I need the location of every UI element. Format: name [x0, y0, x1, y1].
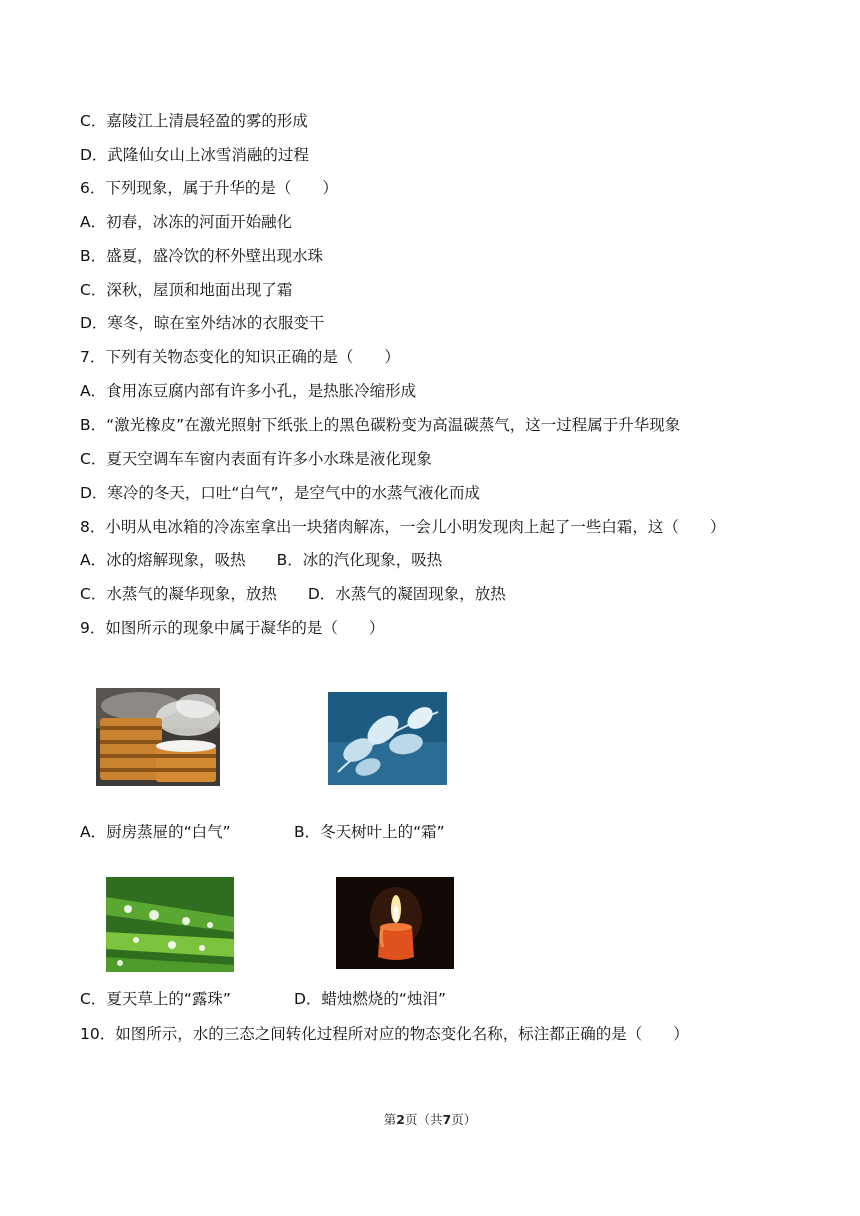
page-footer: [0, 1110, 860, 1128]
q7-option-a: A．食用冻豆腐内部有许多小孔，是热胀冷缩形成: [80, 382, 417, 400]
q9-option-d: D．蜡烛燃烧的“烛泪”: [294, 990, 446, 1008]
q6-option-c: C．深秋，屋顶和地面出现了霜: [80, 281, 293, 299]
q8-options-ab: A．冰的熔解现象，吸热 B．冰的汽化现象，吸热: [80, 551, 443, 569]
q9-option-b: B．冬天树叶上的“霜”: [294, 823, 445, 841]
q9-option-c: C．夏天草上的“露珠”: [80, 990, 231, 1008]
q8-stem: 8．小明从电冰箱的冷冻室拿出一块猪肉解冻，一会儿小明发现肉上起了一些白霜，这（ ）: [80, 518, 726, 536]
steamer-image: [96, 688, 220, 786]
q9-stem: 9．如图所示的现象中属于凝华的是（ ）: [80, 619, 385, 637]
q7-option-b: B．“激光橡皮”在激光照射下纸张上的黑色碳粉变为高温碳蒸气，这一过程属于升华现象: [80, 416, 681, 434]
q5-option-d: D．武隆仙女山上冰雪消融的过程: [80, 146, 309, 164]
dew-grass-image: [106, 877, 234, 972]
q6-option-a: A．初春，冰冻的河面开始融化: [80, 213, 293, 231]
candle-image: [336, 877, 454, 969]
q5-option-c: C．嘉陵江上清晨轻盈的雾的形成: [80, 112, 308, 130]
frost-leaves-image: [328, 692, 447, 785]
q7-option-d: D．寒冷的冬天，口吐“白气”，是空气中的水蒸气液化而成: [80, 484, 480, 502]
q10-stem: 10．如图所示，水的三态之间转化过程所对应的物态变化名称，标注都正确的是（ ）: [80, 1025, 689, 1043]
q6-option-d: D．寒冬，晾在室外结冰的衣服变干: [80, 314, 325, 332]
footer-middle: 页（共: [404, 1112, 443, 1127]
q6-stem: 6．下列现象，属于升华的是（ ）: [80, 179, 338, 197]
q9-option-a: A．厨房蒸屉的“白气”: [80, 823, 231, 841]
footer-total-pages: 7: [442, 1112, 452, 1127]
q7-option-c: C．夏天空调车车窗内表面有许多小水珠是液化现象: [80, 450, 432, 468]
q8-options-cd: C．水蒸气的凝华现象，放热 D．水蒸气的凝固现象，放热: [80, 585, 506, 603]
footer-prefix: 第: [383, 1112, 397, 1127]
footer-suffix: 页）: [451, 1112, 477, 1127]
q7-stem: 7．下列有关物态变化的知识正确的是（ ）: [80, 348, 400, 366]
footer-page-number: 2: [396, 1112, 405, 1127]
q6-option-b: B．盛夏，盛冷饮的杯外壁出现水珠: [80, 247, 324, 265]
